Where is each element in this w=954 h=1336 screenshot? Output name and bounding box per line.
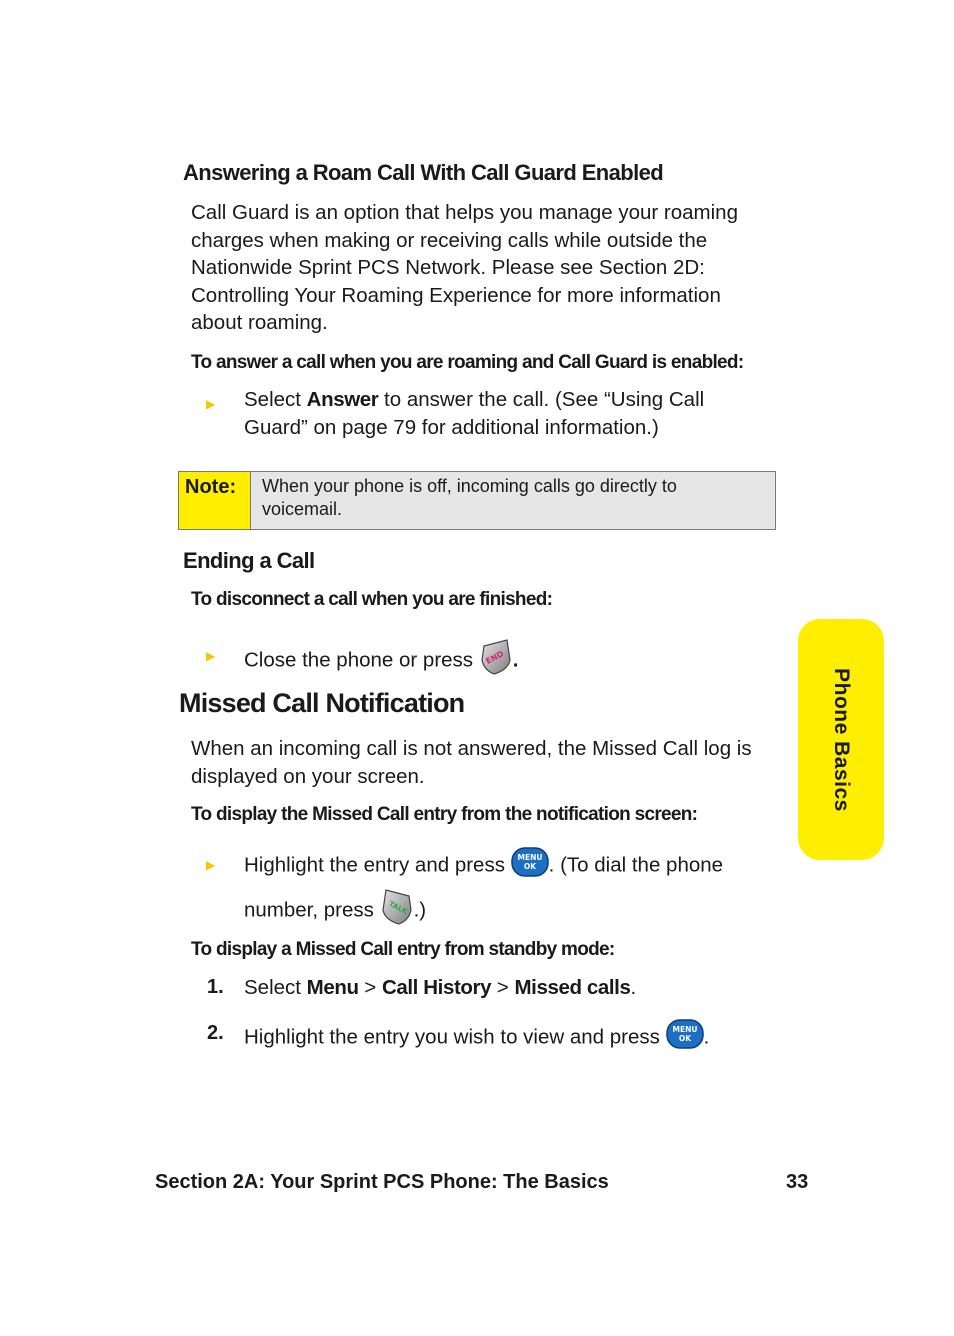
bullet-answer-post: to answer the call. (See “Using Call (378, 388, 705, 411)
missed-line-2: displayed on your screen. (191, 764, 425, 788)
menu-ok-key-icon (666, 1019, 704, 1057)
side-tab (798, 619, 884, 860)
roam-line-5: about roaming. (191, 311, 328, 335)
menu-ok-key-icon (511, 847, 549, 885)
bullet-highlight-line2 (244, 888, 426, 934)
step-1 (244, 974, 636, 1002)
triangle-right-icon: ▶ (206, 858, 216, 872)
bullet-end-call (244, 638, 518, 684)
procedure-heading-roam: To answer a call when you are roaming and Call Guard is enabled: (191, 352, 744, 373)
section-heading-roam-call: Answering a Roam Call With Call Guard Enabled (183, 160, 664, 185)
missed-line-1: When an incoming call is not answered, the Missed Call log is (191, 737, 752, 760)
triangle-right-icon: ▶ (206, 649, 216, 663)
side-tab-label: Phone Basics (830, 667, 854, 812)
answer-softkey-label: Answer (306, 388, 379, 411)
bullet-end-call-text: Close the phone or press (244, 648, 474, 672)
bullet-highlight-pre: Highlight the entry and press (244, 853, 505, 877)
page-section-title-missed-call: Missed Call Notification (179, 688, 465, 718)
step-2-text: Highlight the entry you wish to view and press (244, 1025, 660, 1049)
note-line-2: voicemail. (262, 499, 343, 519)
triangle-right-icon: ▶ (206, 397, 216, 411)
roam-line-3: Nationwide Sprint PCS Network. Please see Section 2D: (191, 256, 705, 280)
missed-paragraph (191, 735, 752, 790)
procedure-heading-standby: To display a Missed Call entry from standby mode: (191, 939, 615, 960)
roam-paragraph (191, 199, 738, 337)
svg-text:OK: OK (523, 862, 536, 871)
bullet-answer-pre: Select (244, 388, 307, 411)
end-key-icon (479, 638, 513, 684)
note-label: Note: (179, 472, 251, 529)
note-box (178, 471, 776, 530)
roam-line-1: Call Guard is an option that helps you manage your roaming (191, 201, 738, 224)
menu-path-call-history: Call History (381, 976, 492, 999)
step-number-2: 2. (207, 1022, 224, 1044)
menu-path-menu: Menu (306, 976, 359, 999)
bullet-highlight-entry (244, 847, 723, 885)
procedure-heading-disconnect: To disconnect a call when you are finished: (191, 589, 553, 610)
menu-path-separator: > (358, 976, 382, 999)
step-2 (244, 1019, 709, 1057)
svg-text:MENU: MENU (672, 1025, 698, 1034)
svg-text:END: END (484, 649, 505, 666)
note-line-1: When your phone is off, incoming calls go directly to (262, 476, 677, 496)
step-1-period: . (630, 976, 637, 999)
bullet-number-press-post: .) (413, 898, 427, 922)
talk-key-icon (380, 888, 414, 934)
svg-text:MENU: MENU (517, 853, 543, 862)
page-number: 33 (786, 1171, 809, 1193)
menu-path-separator: > (491, 976, 515, 999)
svg-text:OK: OK (678, 1034, 691, 1043)
bullet-end-call-period: . (512, 648, 519, 672)
roam-line-2: charges when making or receiving calls while outside the (191, 228, 708, 252)
bullet-number-press: number, press (244, 898, 374, 922)
bullet-answer (244, 386, 704, 442)
menu-path-missed-calls: Missed calls (514, 976, 631, 999)
svg-text:TALK: TALK (387, 899, 409, 917)
step-1-pre: Select (244, 976, 307, 999)
step-2-period: . (703, 1025, 710, 1049)
bullet-highlight-post: . (To dial the phone (548, 853, 724, 877)
bullet-answer-line2: Guard” on page 79 for additional information.) (244, 416, 659, 439)
procedure-heading-notification: To display the Missed Call entry from the notification screen: (191, 804, 698, 825)
footer-section-title: Section 2A: Your Sprint PCS Phone: The Basics (155, 1171, 609, 1193)
step-number-1: 1. (207, 976, 224, 998)
roam-line-4: Controlling Your Roaming Experience for more information (191, 283, 721, 307)
section-heading-ending-call: Ending a Call (183, 548, 315, 573)
note-text (251, 472, 775, 529)
